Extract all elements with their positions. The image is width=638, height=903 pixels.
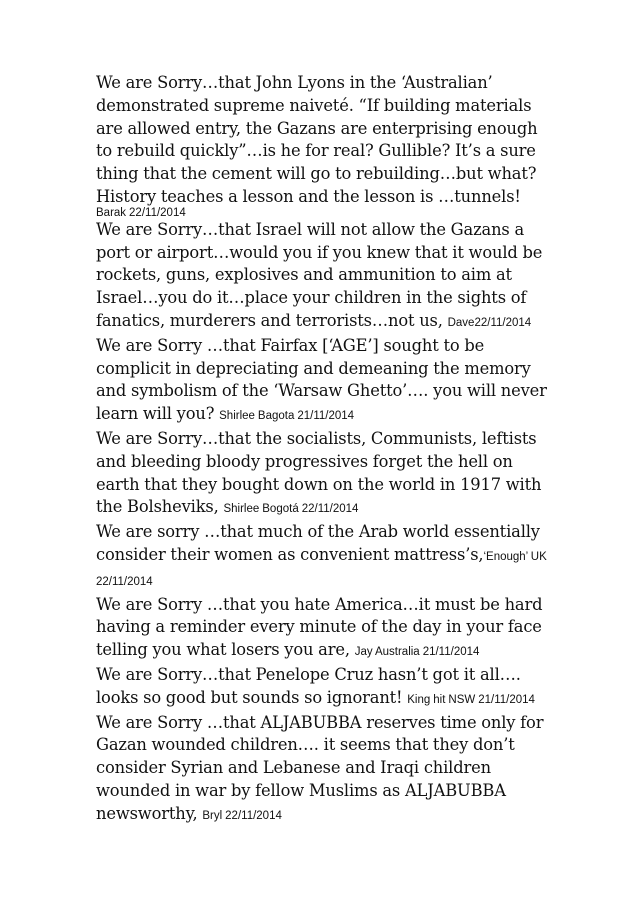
entry-barak [96,72,556,219]
entry-king-hit-nsw [96,664,556,712]
entry-text: We are Sorry …that you hate America…it must be hard having a reminder every minute of the day in your face telling you what losers you are, [96,594,543,660]
entry-enough-uk [96,521,556,593]
entry-signature: Shirlee Bagota 21/11/2014 [219,410,355,423]
document-page [96,72,556,828]
entry-dave [96,219,556,335]
entry-text: We are Sorry…that John Lyons in the ‘Australian’ demonstrated supreme naiveté. “If building materials are allowed entry, the Gazans are enterprising enough to rebuild quickly”…is he for real? Gullible? It’s a sure thing that the cement will go to rebuilding…but what? History teaches a lesson and the lesson is …tunnels! [96,73,538,206]
entry-text: We are Sorry…that Israel will not allow the Gazans a port or airport…would you if you knew that it would be rockets, guns, explosives and ammunition to aim at Israel…you do it…place your children in the sights of fanatics, murderers and terrorists…not us, [96,219,543,330]
entry-text: We are Sorry…that the socialists, Communists, leftists and bleeding bloody progressives forget the hell on earth that they bought down on the world in 1917 with the Bolsheviks, [96,428,542,517]
entry-signature: Bryl 22/11/2014 [202,809,282,822]
entry-text: We are Sorry …that Fairfax [‘AGE’] sought to be complicit in depreciating and demeaning the memory and symbolism of the ‘Warsaw Ghetto’…. you will never learn will you? [96,335,547,424]
entry-shirlee-bogota [96,428,556,521]
entry-signature: ‘Enough’ UK 22/11/2014 [96,550,547,588]
entry-signature: Shirlee Bogotá 22/11/2014 [223,503,359,516]
entry-text: We are Sorry…that Penelope Cruz hasn’t got it all…. looks so good but sounds so ignorant! [96,664,521,707]
entry-bryl [96,712,556,828]
entry-signature: Jay Australia 21/11/2014 [354,646,480,659]
entry-shirlee-bagota [96,335,556,428]
entry-signature: Barak 22/11/2014 [96,206,186,219]
entry-signature: King hit NSW 21/11/2014 [407,693,535,706]
entry-signature: Dave22/11/2014 [447,316,532,329]
entry-text: We are sorry …that much of the Arab world essentially consider their women as convenient mattress’s, [96,522,540,564]
entry-text: We are Sorry …that ALJABUBBA reserves time only for Gazan wounded children…. it seems that they don’t consider Syrian and Lebanese and Iraqi children wounded in war by fellow Muslims as ALJABUBBA newsworthy, [96,712,544,823]
entry-jay-australia [96,594,556,664]
